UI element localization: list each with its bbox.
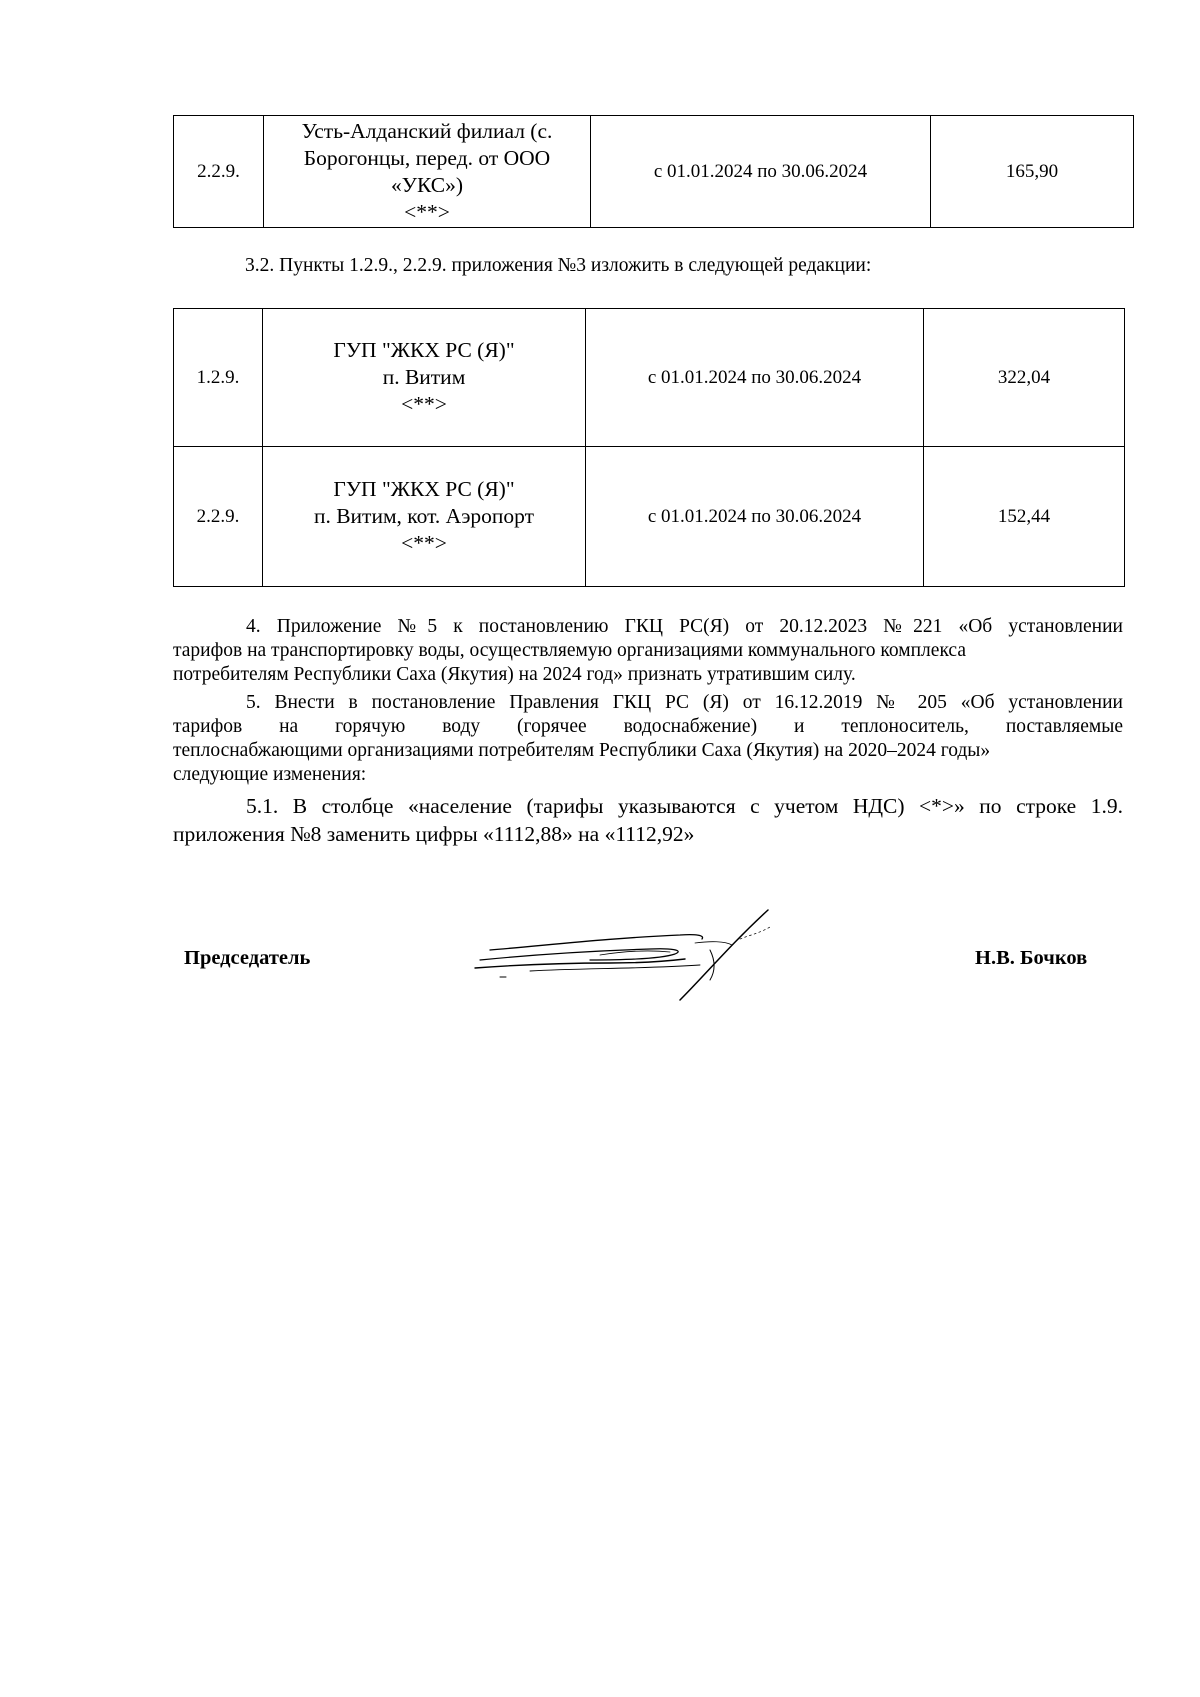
organization-line: п. Витим, кот. Аэропорт [313, 504, 535, 528]
tariff-value-cell: 165,90 [931, 116, 1134, 228]
footnote-mark: <**> [404, 199, 450, 224]
tariff-table-appendix-3 [173, 308, 1125, 587]
row-number: 2.2.9. [174, 116, 264, 228]
tariff-table-continuation [173, 115, 1134, 228]
paragraph-5-1-line: приложения №8 заменить цифры «1112,88» на «1112,92» [173, 822, 695, 846]
footnote-mark: <**> [401, 392, 447, 416]
period-cell: с 01.01.2024 по 30.06.2024 [591, 116, 931, 228]
handwritten-signature [470, 905, 790, 1005]
organization-cell [263, 309, 586, 447]
paragraph-5-line: тарифов на горячую воду (горячее водоснабжение) и теплоноситель, поставляемые [173, 716, 1123, 737]
paragraph-5-line: 5. Внести в постановление Правления ГКЦ РС (Я) от 16.12.2019 № 205 «Об установлении [246, 692, 1123, 713]
tariff-value-cell: 322,04 [924, 309, 1125, 447]
signatory-title: Председатель [184, 947, 311, 969]
table-row [174, 116, 1134, 228]
paragraph-4-line: потребителям Республики Саха (Якутия) на 2024 год» признать утратившим силу. [173, 664, 856, 685]
row-number: 1.2.9. [174, 309, 263, 447]
tariff-value-cell: 152,44 [924, 447, 1125, 587]
organization-line: ГУП "ЖКХ РС (Я)" [333, 477, 515, 501]
paragraph-4-line: 4. Приложение №5 к постановлению ГКЦ РС(Я) от 20.12.2023 №221 «Об установлении [246, 616, 1123, 637]
period-cell: с 01.01.2024 по 30.06.2024 [586, 309, 924, 447]
organization-line: ГУП "ЖКХ РС (Я)" [333, 338, 515, 362]
organization-line: Борогонцы, перед. от ООО [303, 145, 551, 170]
row-number: 2.2.9. [174, 447, 263, 587]
table-row [174, 447, 1125, 587]
paragraph-4-line: тарифов на транспортировку воды, осуществляемую организациями коммунального комплекса [173, 640, 966, 661]
footnote-mark: <**> [401, 531, 447, 555]
organization-cell [264, 116, 591, 228]
table-row [174, 309, 1125, 447]
signatory-name: Н.В. Бочков [975, 947, 1088, 969]
paragraph-5-1-line: 5.1. В столбце «население (тарифы указываются с учетом НДС) <*>» по строке 1.9. [246, 794, 1123, 818]
organization-line: «УКС») [390, 172, 464, 197]
paragraph-5-line: теплоснабжающими организациями потребителям Республики Саха (Якутия) на 2020–2024 годы» [173, 740, 991, 761]
organization-line: Усть-Алданский филиал (с. [301, 118, 553, 143]
period-cell: с 01.01.2024 по 30.06.2024 [586, 447, 924, 587]
organization-cell [263, 447, 586, 587]
organization-line: п. Витим [382, 365, 466, 389]
paragraph-3-2: 3.2. Пункты 1.2.9., 2.2.9. приложения №3 изложить в следующей редакции: [245, 255, 872, 276]
paragraph-5-line: следующие изменения: [173, 764, 367, 785]
